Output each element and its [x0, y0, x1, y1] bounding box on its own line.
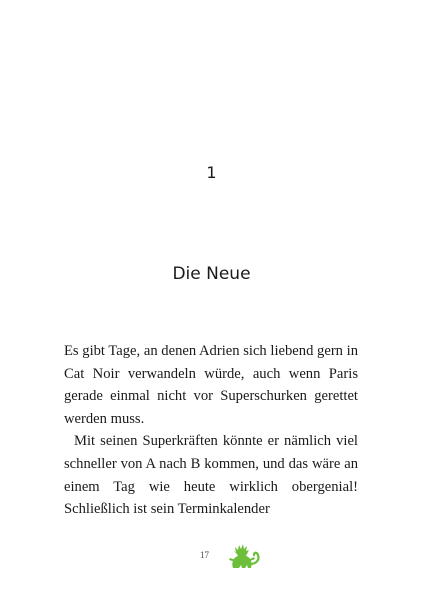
chapter-title: Die Neue — [172, 264, 251, 284]
page-footer — [0, 538, 423, 578]
chapter-body — [64, 340, 358, 521]
green-cat-silhouette-icon — [224, 538, 262, 572]
chapter-number: 1 — [206, 163, 217, 182]
page-number: 17 — [200, 550, 209, 560]
paragraph-2: Mit seinen Superkräften könnte er nämlich viel schneller von A nach B kommen, und das wäre an einem Tag wie heute wirklich obergenial! Schließlich ist sein Terminkalender — [64, 433, 358, 518]
paragraph-1: Es gibt Tage, an denen Adrien sich liebend gern in Cat Noir verwandeln würde, auch wenn Paris gerade einmal nicht vor Superschurken gerettet werden muss. — [64, 343, 358, 427]
